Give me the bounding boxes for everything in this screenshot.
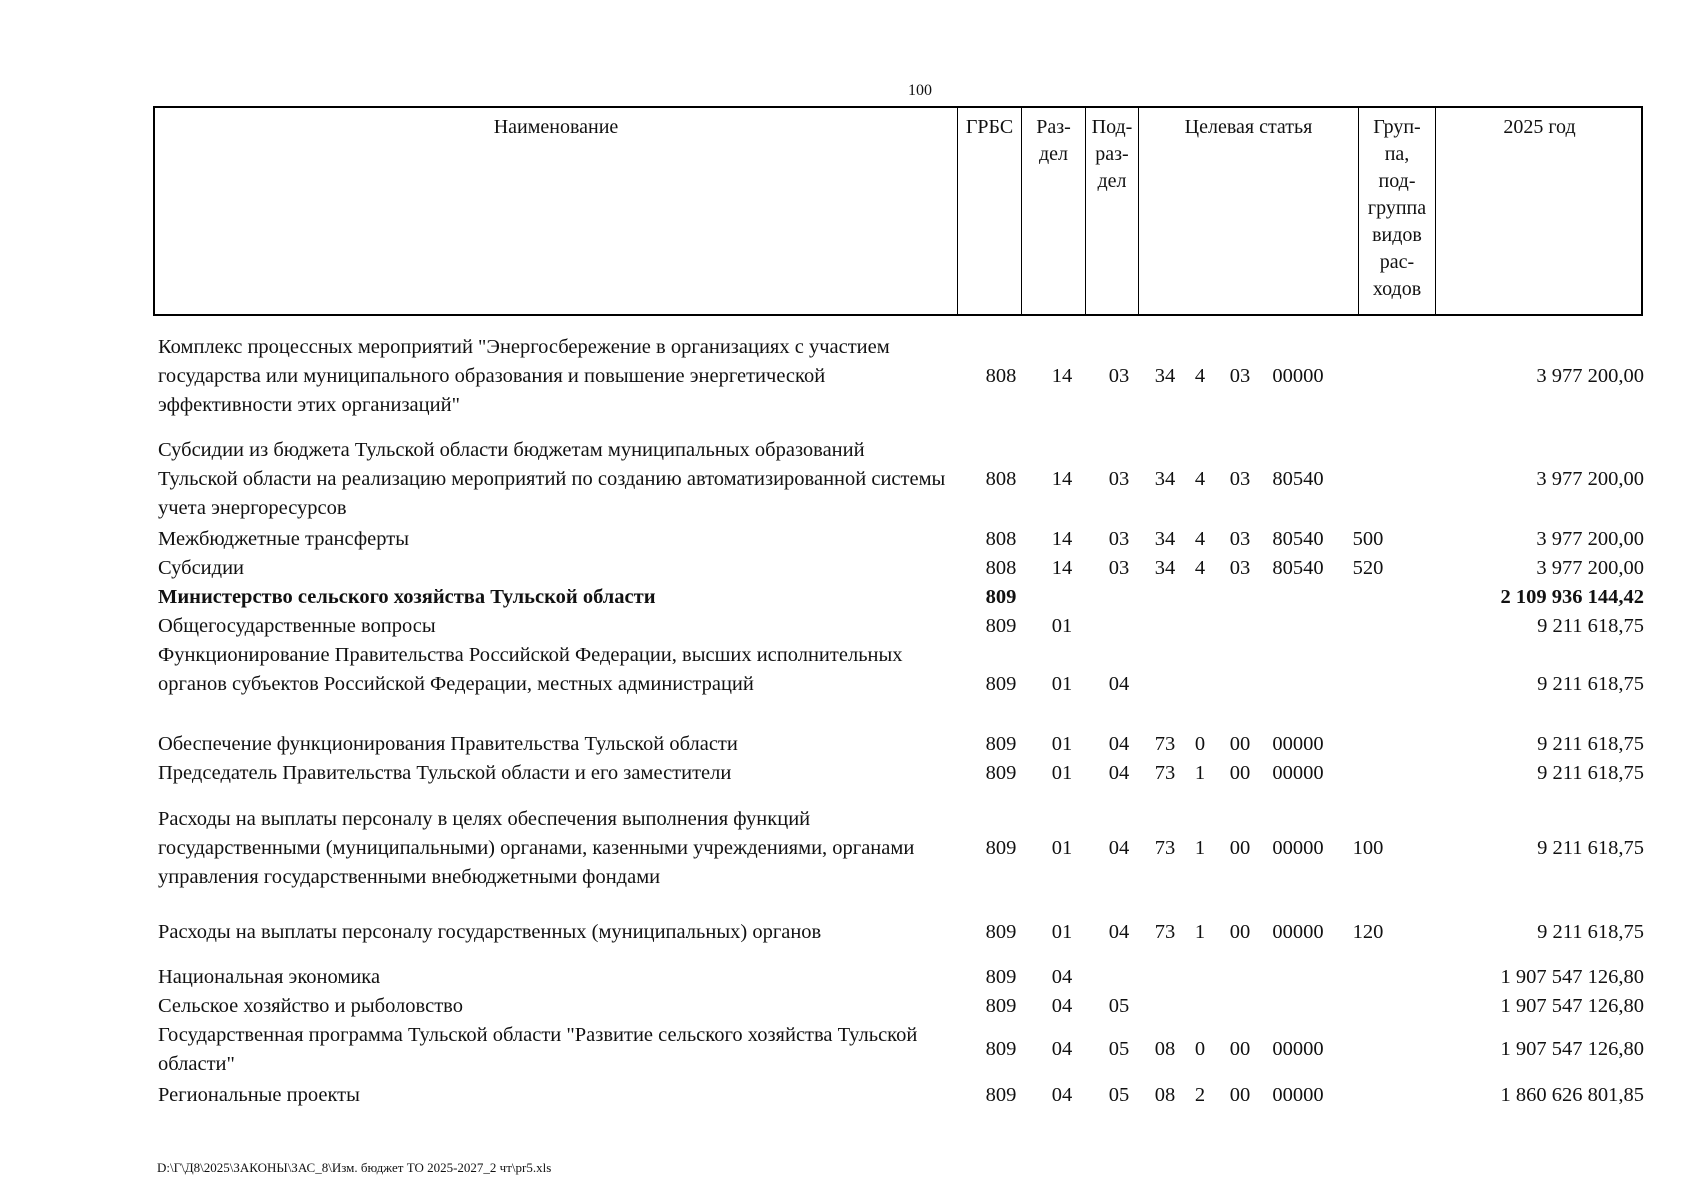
row-t4: 00000 [1272, 1084, 1324, 1106]
row-t1: 08 [1154, 1038, 1176, 1060]
row-name: Общегосударственные вопросы [158, 615, 436, 637]
row-name: Субсидии [158, 557, 245, 579]
row-t1: 08 [1154, 1084, 1176, 1106]
row-podrazdel: 04 [1108, 733, 1130, 755]
header-razdel [1022, 108, 1086, 314]
table-row [158, 436, 1643, 523]
row-razdel: 04 [1051, 1084, 1073, 1106]
row-sum: 1 907 547 126,80 [1500, 1038, 1644, 1060]
row-t2: 0 [1194, 1038, 1206, 1060]
row-t3: 03 [1229, 557, 1251, 579]
header-group-line: Груп- [1373, 116, 1421, 138]
row-grbs: 809 [985, 995, 1017, 1017]
header-podrazdel [1086, 108, 1139, 314]
row-grbs: 809 [985, 615, 1017, 637]
row-t4: 00000 [1272, 365, 1324, 387]
row-t2: 4 [1194, 528, 1206, 550]
row-t1: 73 [1154, 837, 1176, 859]
row-razdel: 14 [1051, 557, 1073, 579]
header-group [1359, 108, 1436, 314]
row-podrazdel: 04 [1108, 673, 1130, 695]
row-razdel: 01 [1051, 673, 1073, 695]
table-row [158, 333, 1643, 420]
row-name: Межбюджетные трансферты [158, 528, 409, 550]
row-grbs: 809 [985, 966, 1017, 988]
row-grbs: 809 [985, 673, 1017, 695]
row-t2: 0 [1194, 733, 1206, 755]
row-sum: 3 977 200,00 [1536, 528, 1644, 550]
row-t2: 1 [1194, 762, 1206, 784]
row-sum: 3 977 200,00 [1536, 468, 1644, 490]
table-row [158, 612, 1643, 641]
row-razdel: 04 [1051, 995, 1073, 1017]
header-group-line: па, [1384, 143, 1410, 165]
row-grbs: 809 [985, 837, 1017, 859]
row-podrazdel: 04 [1108, 762, 1130, 784]
row-podrazdel: 05 [1108, 995, 1130, 1017]
row-grbs: 808 [985, 528, 1017, 550]
row-sum: 9 211 618,75 [1537, 762, 1644, 784]
header-group-line: под- [1378, 170, 1416, 192]
row-t4: 00000 [1272, 921, 1324, 943]
row-t3: 03 [1229, 468, 1251, 490]
page-number: 100 [908, 82, 932, 99]
row-razdel: 01 [1051, 733, 1073, 755]
row-grbs: 809 [985, 733, 1017, 755]
row-grbs: 809 [985, 1038, 1017, 1060]
table-row [158, 641, 1643, 728]
row-sum: 3 977 200,00 [1536, 365, 1644, 387]
header-razdel-line: дел [1038, 143, 1069, 165]
header-name: Наименование [155, 108, 958, 314]
row-razdel: 01 [1051, 762, 1073, 784]
row-name: Субсидии из бюджета Тульской области бюджетам муниципальных образований Тульской области на реализацию мероприятий по созданию автоматизированной системы учета энергоресурсов [158, 439, 946, 519]
row-razdel: 14 [1051, 468, 1073, 490]
row-t4: 00000 [1272, 837, 1324, 859]
row-t4: 80540 [1272, 528, 1324, 550]
table-row [158, 805, 1643, 892]
table-row [158, 1081, 1643, 1110]
row-sum: 3 977 200,00 [1536, 557, 1644, 579]
table-row [158, 992, 1643, 1021]
row-t3: 00 [1229, 733, 1251, 755]
row-t3: 00 [1229, 921, 1251, 943]
row-group: 520 [1352, 557, 1384, 579]
row-razdel: 01 [1051, 921, 1073, 943]
row-name: Национальная экономика [158, 966, 381, 988]
row-razdel: 14 [1051, 365, 1073, 387]
table-row [158, 554, 1643, 583]
row-t1: 34 [1154, 557, 1176, 579]
row-sum: 9 211 618,75 [1537, 673, 1644, 695]
row-podrazdel: 03 [1108, 557, 1130, 579]
row-name: Расходы на выплаты персоналу в целях обеспечения выполнения функций государственными (муниципальными) органами, казенными учреждениями, органами управления государственными внебюджетными фондами [158, 808, 915, 888]
row-t3: 00 [1229, 762, 1251, 784]
row-razdel: 04 [1051, 1038, 1073, 1060]
row-t4: 00000 [1272, 762, 1324, 784]
row-t3: 03 [1229, 528, 1251, 550]
row-grbs: 808 [985, 557, 1017, 579]
header-razdel-line: Раз- [1036, 116, 1071, 138]
row-grbs: 809 [985, 1084, 1017, 1106]
row-t3: 00 [1229, 837, 1251, 859]
row-t1: 34 [1154, 365, 1176, 387]
table-row [158, 759, 1643, 788]
file-path-footer: D:\Г\Д8\2025\ЗАКОНЫ\ЗАС_8\Изм. бюджет ТО 2025-2027_2 чт\pr5.xls [157, 1160, 552, 1175]
row-name: Региональные проекты [158, 1084, 360, 1106]
row-razdel: 01 [1051, 615, 1073, 637]
row-t2: 1 [1194, 921, 1206, 943]
row-sum: 1 907 547 126,80 [1500, 995, 1644, 1017]
row-sum: 9 211 618,75 [1537, 921, 1644, 943]
table-row [158, 918, 1643, 947]
table-row [158, 963, 1643, 992]
header-group-line: рас- [1379, 251, 1415, 273]
row-grbs: 809 [985, 921, 1017, 943]
row-t4: 80540 [1272, 557, 1324, 579]
row-t2: 4 [1194, 557, 1206, 579]
header-target: Целевая статья [1139, 108, 1359, 314]
header-group-line: ходов [1372, 278, 1422, 300]
header-group-line: группа [1367, 197, 1427, 219]
row-name: Комплекс процессных мероприятий "Энергосбережение в организациях с участием государства или муниципального образования и повышение энергетической эффективности этих организаций" [158, 336, 890, 416]
header-grbs: ГРБС [958, 108, 1022, 314]
row-t1: 73 [1154, 921, 1176, 943]
row-name: Председатель Правительства Тульской области и его заместители [158, 762, 732, 784]
row-t1: 34 [1154, 528, 1176, 550]
header-podrazdel-line: дел [1097, 170, 1127, 192]
row-name: Расходы на выплаты персоналу государственных (муниципальных) органов [158, 921, 822, 943]
row-t1: 73 [1154, 733, 1176, 755]
row-t4: 80540 [1272, 468, 1324, 490]
table-row [158, 1021, 1643, 1079]
row-podrazdel: 03 [1108, 468, 1130, 490]
row-sum: 1 907 547 126,80 [1500, 966, 1644, 988]
row-podrazdel: 03 [1108, 365, 1130, 387]
row-podrazdel: 04 [1108, 921, 1130, 943]
row-t1: 73 [1154, 762, 1176, 784]
header-year: 2025 год [1503, 116, 1576, 138]
header-group-line: видов [1372, 224, 1422, 246]
row-podrazdel: 05 [1108, 1038, 1130, 1060]
row-t3: 00 [1229, 1084, 1251, 1106]
table-row [158, 730, 1643, 759]
row-t4: 00000 [1272, 1038, 1324, 1060]
row-t2: 2 [1194, 1084, 1206, 1106]
row-razdel: 14 [1051, 528, 1073, 550]
row-podrazdel: 04 [1108, 837, 1130, 859]
row-grbs: 808 [985, 365, 1017, 387]
row-name: Обеспечение функционирования Правительства Тульской области [158, 733, 738, 755]
row-grbs: 809 [985, 762, 1017, 784]
table-row [158, 525, 1643, 554]
header-podrazdel-line: Под- [1091, 116, 1133, 138]
table-header [153, 106, 1643, 316]
row-sum: 2 109 936 144,42 [1500, 586, 1644, 608]
row-t1: 34 [1154, 468, 1176, 490]
row-razdel: 01 [1051, 837, 1073, 859]
row-t2: 4 [1194, 468, 1206, 490]
row-sum: 1 860 626 801,85 [1500, 1084, 1644, 1106]
row-t2: 4 [1194, 365, 1206, 387]
row-podrazdel: 03 [1108, 528, 1130, 550]
row-grbs: 808 [985, 468, 1017, 490]
row-name: Государственная программа Тульской области "Развитие сельского хозяйства Тульской области" [158, 1024, 918, 1075]
row-podrazdel: 05 [1108, 1084, 1130, 1106]
row-t3: 03 [1229, 365, 1251, 387]
table-row [158, 583, 1643, 612]
row-sum: 9 211 618,75 [1537, 837, 1644, 859]
row-razdel: 04 [1051, 966, 1073, 988]
row-name: Сельское хозяйство и рыболовство [158, 995, 463, 1017]
row-sum: 9 211 618,75 [1537, 733, 1644, 755]
row-t4: 00000 [1272, 733, 1324, 755]
row-name: Функционирование Правительства Российской Федерации, высших исполнительных органов субъектов Российской Федерации, местных администраций [158, 644, 903, 695]
row-name: Министерство сельского хозяйства Тульской области [158, 586, 656, 608]
row-t2: 1 [1194, 837, 1206, 859]
row-sum: 9 211 618,75 [1537, 615, 1644, 637]
row-grbs: 809 [985, 586, 1017, 608]
row-group: 100 [1352, 837, 1384, 859]
row-group: 500 [1352, 528, 1384, 550]
row-t3: 00 [1229, 1038, 1251, 1060]
row-group: 120 [1352, 921, 1384, 943]
header-podrazdel-line: раз- [1095, 143, 1129, 165]
